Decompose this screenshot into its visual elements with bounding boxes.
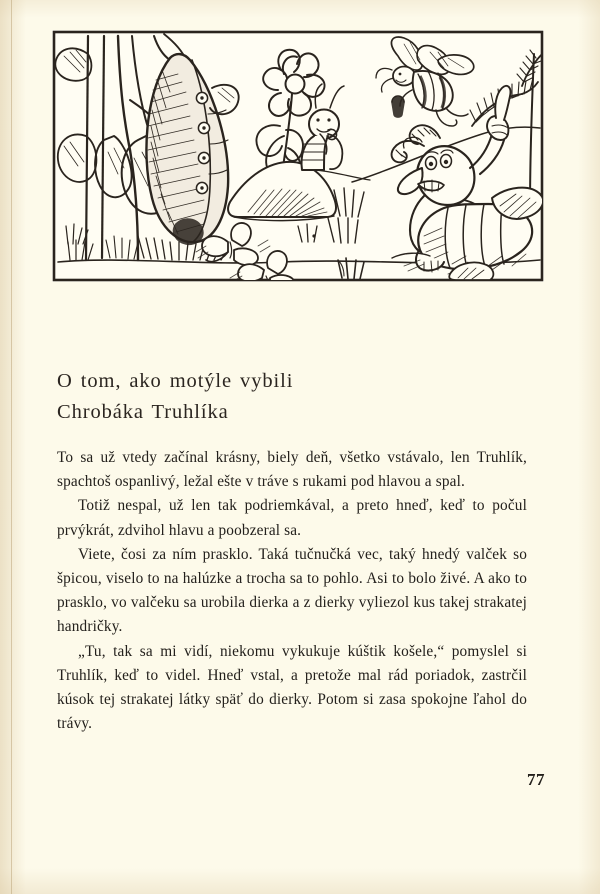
chapter-title-line-2: Chrobáka Truhlíka: [57, 400, 229, 423]
paragraph-3: Viete, čosi za ním prasklo. Taká tučnučká vec, taký hnedý valček so špicou, viselo to na halúzke a trocha sa to pohlo. Asi to bolo živé. A ako to prasklo, vo valčeku sa urobila dierka a z dierky vyliezol kus takej strakatej handričky.: [57, 545, 527, 636]
page-number: 77: [527, 770, 545, 789]
paragraph-1: To sa už vtedy začínal krásny, biely deň, všetko vstávalo, len Truhlík, spachtoš ospanlivý, ležal ešte v tráve s rukami pod hlavou a spal.: [57, 449, 527, 491]
paragraph-4: „Tu, tak sa mi vidí, niekomu vykukuje kúštik košele,“ pomyslel si Truhlík, keď to videl. Hneď vstal, a pretože mal rád poriadok, zastrčil kúsok tej strakatej látky späť do dierky. Potom si zasa spokojne ľahol do trávy.: [57, 642, 527, 733]
paragraph-2: Totiž nespal, už len tak podriemkával, a preto hneď, keď to počul prvýkrát, zdvihol hlavu a poobzeral sa.: [57, 497, 527, 539]
page-title: [57, 366, 527, 428]
illustration-drawing: [52, 30, 544, 282]
body-text: [57, 446, 527, 736]
chapter-illustration: [52, 30, 544, 282]
chapter-title-line-1: O tom, ako motýle vybili: [57, 369, 294, 392]
